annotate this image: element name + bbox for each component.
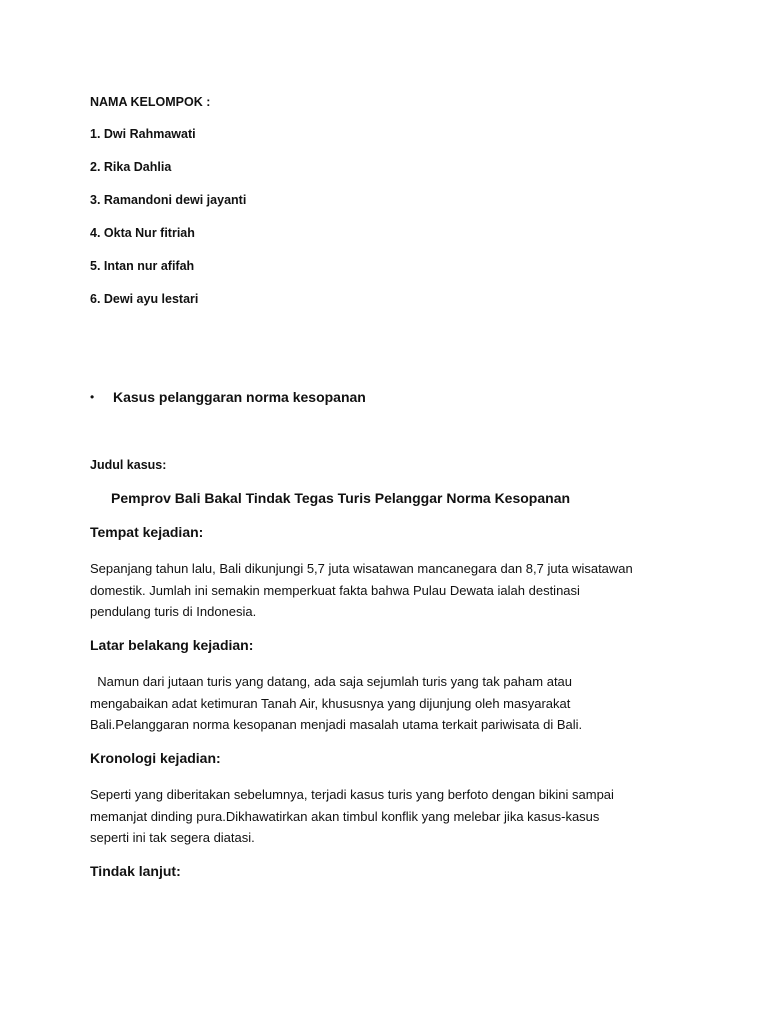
bullet-text: Kasus pelanggaran norma kesopanan bbox=[113, 389, 366, 405]
paragraph-line: seperti ini tak segera diatasi. bbox=[90, 830, 255, 845]
section-heading-kronologi: Kronologi kejadian: bbox=[90, 750, 221, 766]
member-item: 2. Rika Dahlia bbox=[90, 160, 172, 174]
section-paragraph-latar bbox=[90, 671, 680, 736]
bullet-item bbox=[90, 389, 366, 405]
paragraph-line: domestik. Jumlah ini semakin memperkuat fakta bahwa Pulau Dewata ialah destinasi bbox=[90, 582, 580, 598]
member-item: 3. Ramandoni dewi jayanti bbox=[90, 193, 247, 207]
paragraph-line: memanjat dinding pura.Dikhawatirkan akan timbul konflik yang melebar jika kasus-kasus bbox=[90, 808, 600, 824]
paragraph-line: pendulang turis di Indonesia. bbox=[90, 604, 257, 619]
member-item: 5. Intan nur afifah bbox=[90, 259, 195, 273]
section-heading-tempat: Tempat kejadian: bbox=[90, 524, 204, 540]
paragraph-line: Bali.Pelanggaran norma kesopanan menjadi masalah utama terkait pariwisata di Bali. bbox=[90, 717, 583, 732]
section-heading-tindak: Tindak lanjut: bbox=[90, 863, 181, 879]
section-paragraph-kronologi bbox=[90, 784, 680, 849]
member-item: 4. Okta Nur fitriah bbox=[90, 226, 195, 240]
section-paragraph-tempat bbox=[90, 558, 680, 623]
case-label: Judul kasus: bbox=[90, 458, 167, 472]
paragraph-line: Namun dari jutaan turis yang datang, ada saja sejumlah turis yang tak paham atau bbox=[90, 674, 573, 689]
paragraph-line: Seperti yang diberitakan sebelumnya, terjadi kasus turis yang berfoto dengan bikini sampai bbox=[90, 787, 614, 802]
paragraph-line: mengabaikan adat ketimuran Tanah Air, khususnya yang dijunjung oleh masyarakat bbox=[90, 695, 571, 711]
group-heading: NAMA KELOMPOK : bbox=[90, 95, 211, 109]
case-title: Pemprov Bali Bakal Tindak Tegas Turis Pelanggar Norma Kesopanan bbox=[111, 490, 571, 506]
member-item: 6. Dewi ayu lestari bbox=[90, 292, 199, 306]
bullet-symbol: • bbox=[90, 390, 95, 404]
member-item: 1. Dwi Rahmawati bbox=[90, 127, 196, 141]
section-heading-latar: Latar belakang kejadian: bbox=[90, 637, 254, 653]
paragraph-line: Sepanjang tahun lalu, Bali dikunjungi 5,7 juta wisatawan mancanegara dan 8,7 juta wisatawan bbox=[90, 561, 633, 576]
